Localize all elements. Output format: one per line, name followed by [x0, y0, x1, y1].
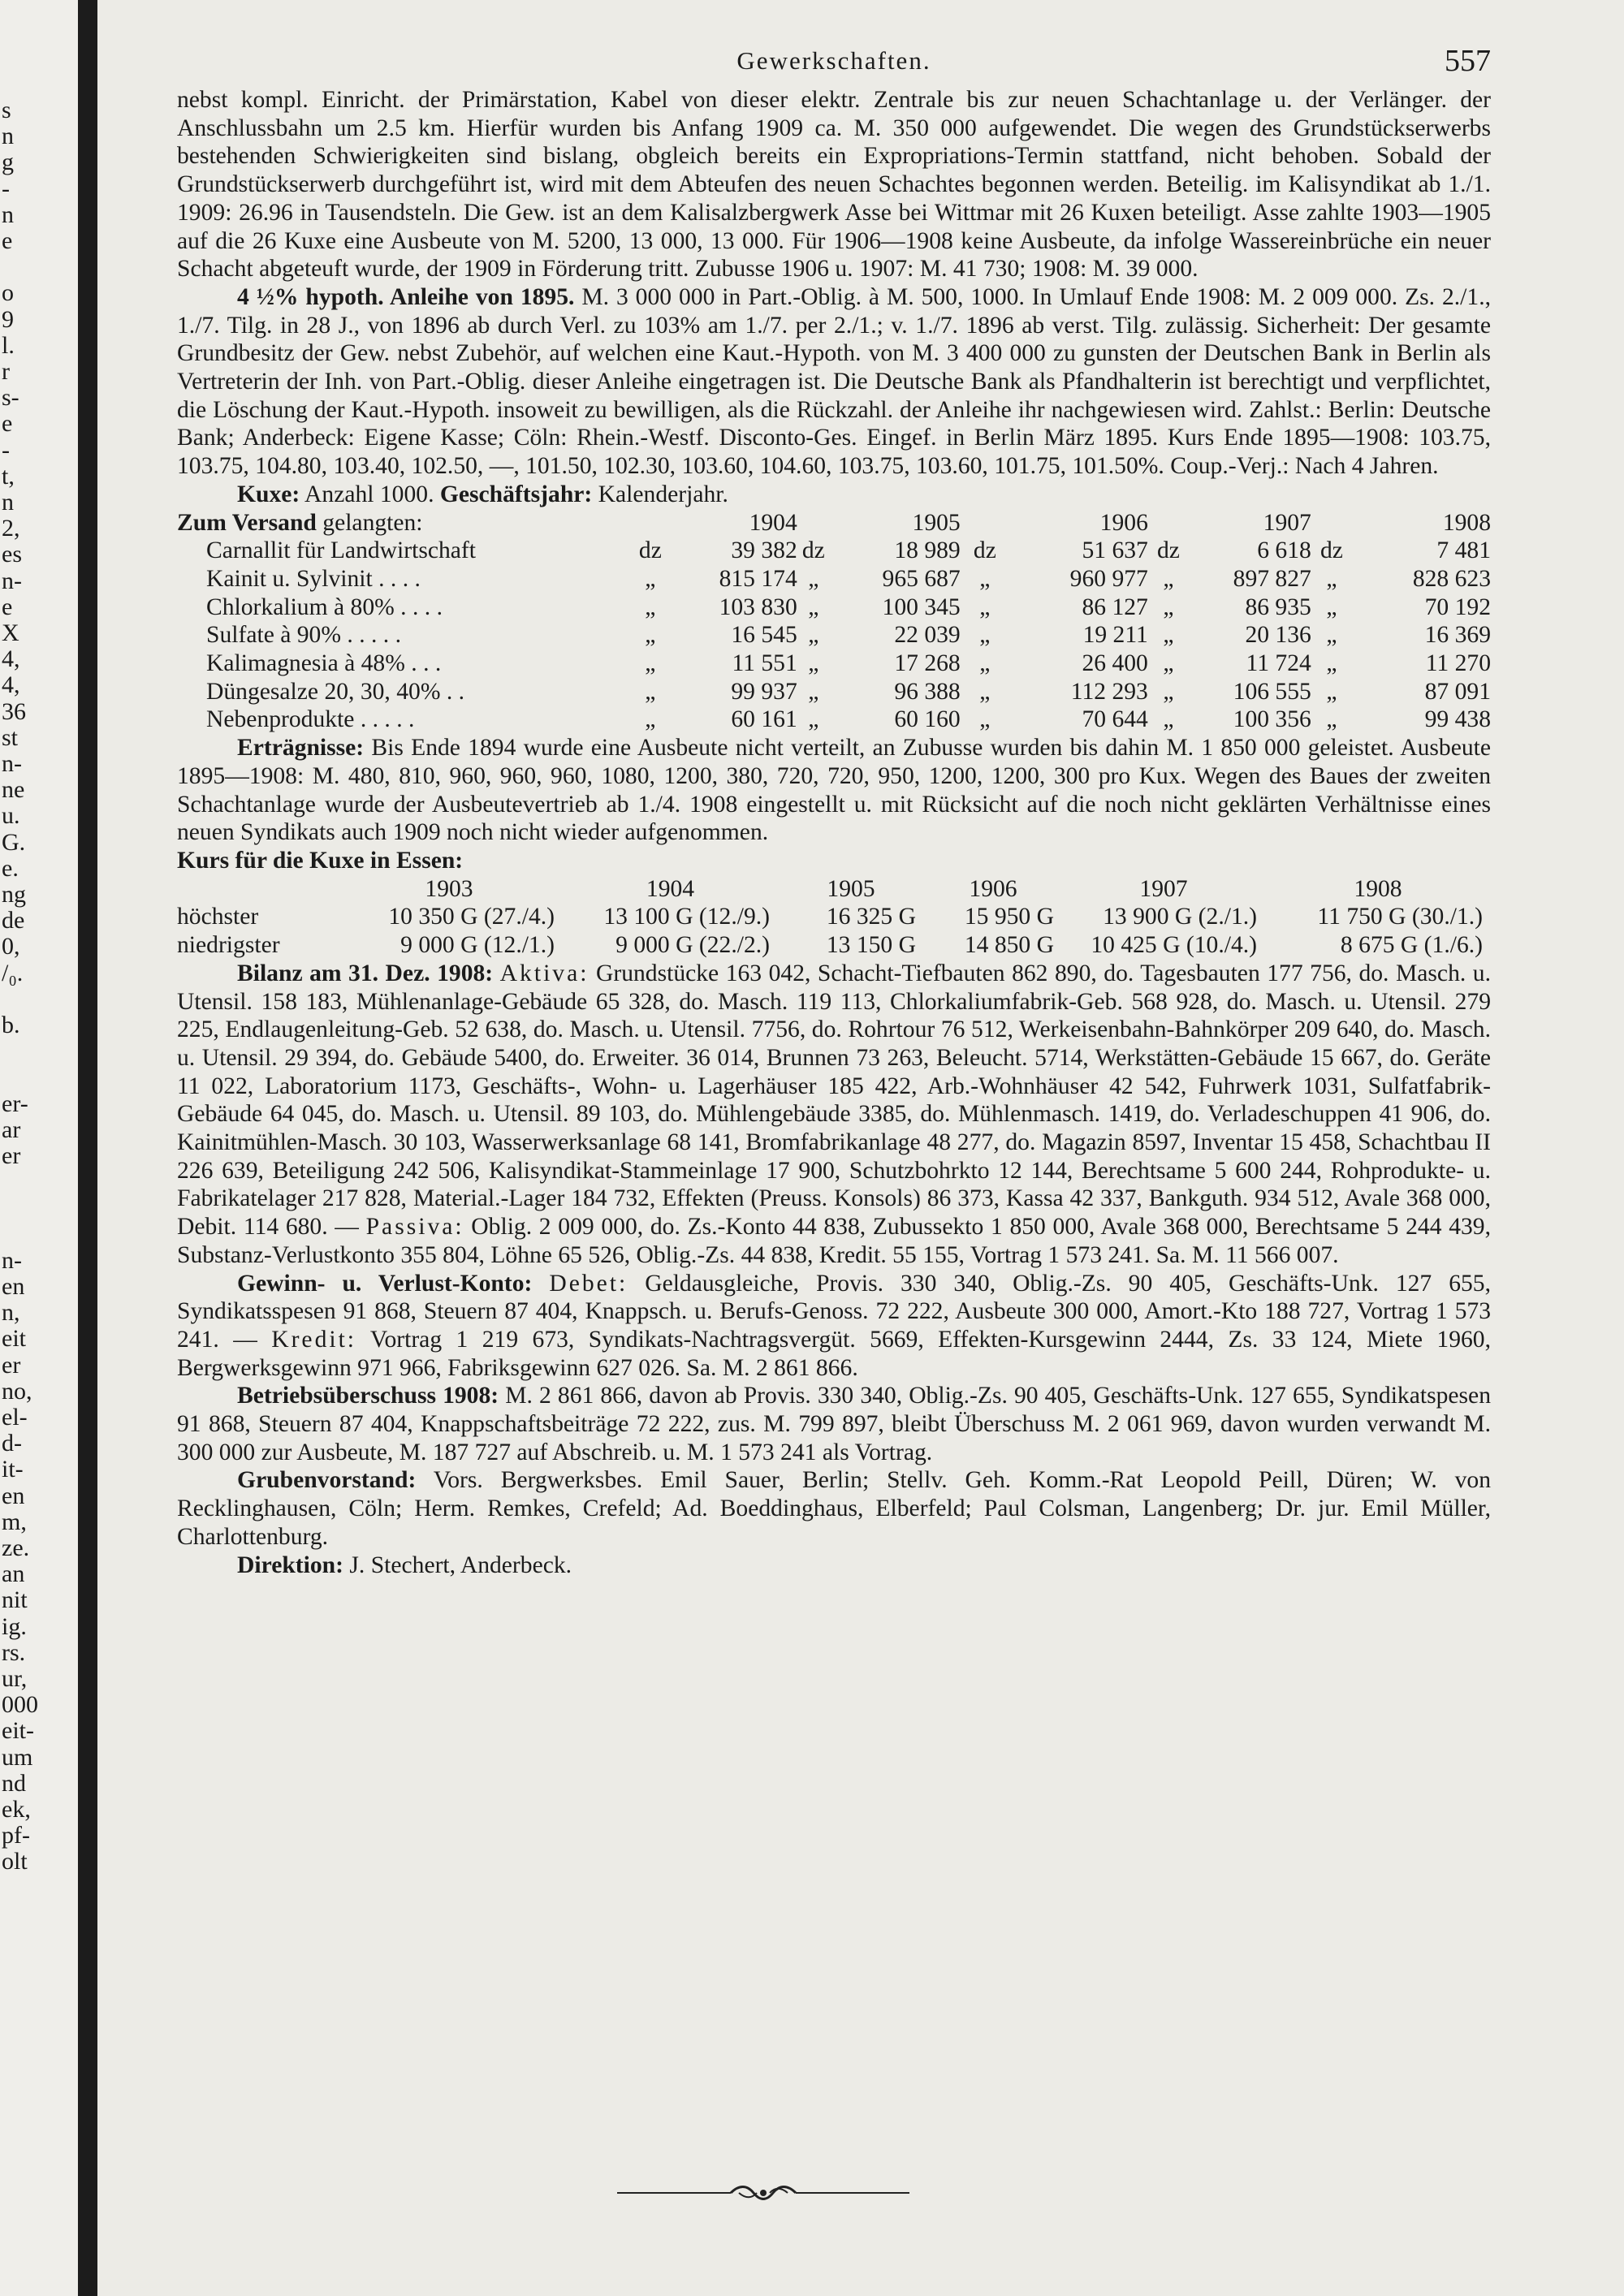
versand-label-suffix: gelangten: [316, 509, 423, 536]
margin-fragment: ek, [2, 1796, 31, 1823]
margin-fragment: er [2, 1142, 21, 1169]
unit-mark: „ [979, 593, 991, 620]
table-cell: 51 637 [1082, 537, 1148, 564]
margin-fragment: ne [2, 776, 25, 804]
grubenvorstand-text: Vors. Bergwerksbes. Emil Sauer, Berlin; Stellv. Geh. Komm.-Rat Leopold Peill, Düren; W. von Recklinghausen, Cöln; Herm. Remkes, Crefeld; Ad. Boeddinghaus, Elberfeld; Paul Colsman, Langenberg; Dr. jur. Emil Müller, Charlottenburg. [177, 1467, 1491, 1550]
passiva-text: Oblig. 2 009 000, do. Zs.-Konto 44 838, Zubussekto 1 850 000, Avale 368 000, Berechtsame 5 244 439, Substanz-Verlustkonto 355 804, Löhne 65 526, Oblig.-Zs. 44 838, Kredit. 55 155, Vortrag 1 573 241. Sa. M. 11 566 007. [177, 1214, 1491, 1268]
margin-fragment: ar [2, 1116, 21, 1143]
unit-mark: „ [1163, 678, 1174, 705]
margin-fragment: el- [2, 1404, 28, 1431]
margin-fragment: G. [2, 828, 26, 856]
margin-fragment: ur, [2, 1665, 28, 1692]
unit-mark: „ [1163, 593, 1174, 620]
kredit-text: Vortrag 1 219 673, Syndikats-Nachtragsvergüt. 5669, Effekten-Kursgewinn 2444, Zs. 33 124, Miete 1960, Bergwerksgewinn 971 966, Fabriksgewinn 627 026. Sa. M. 2 861 866. [177, 1326, 1491, 1381]
kredit-label: Kredit: [271, 1326, 357, 1353]
margin-fragment: /₀. [2, 959, 24, 986]
margin-fragment: g [2, 149, 14, 176]
table-cell: 828 623 [1412, 565, 1491, 592]
table-cell: 100 356 [1233, 706, 1311, 733]
geschaeftsjahr-text: Kalenderjahr. [592, 481, 728, 507]
margin-fragment: s- [2, 384, 19, 412]
table-cell: 86 127 [1082, 593, 1148, 620]
gewinn-paragraph [177, 1270, 1491, 1383]
margin-fragment: e [2, 227, 13, 254]
direktion-paragraph [177, 1552, 1491, 1580]
versand-row [177, 650, 1491, 678]
table-cell: 16 325 G [826, 904, 916, 930]
closing-ornament-icon [617, 2181, 909, 2205]
unit-mark: dz [973, 537, 996, 564]
table-cell: 99 438 [1424, 706, 1491, 733]
table-cell: 17 268 [894, 650, 961, 677]
table-cell: 13 100 G (12./9.) [603, 904, 770, 930]
product-name: Nebenprodukte . . . . . [206, 706, 415, 733]
margin-fragment: e [2, 593, 13, 620]
table-cell: 70 192 [1424, 593, 1491, 620]
unit-mark: „ [645, 706, 656, 733]
unit-mark: „ [808, 706, 819, 733]
passiva-label: Passiva: [365, 1214, 464, 1241]
unit-mark: „ [979, 650, 991, 677]
margin-fragment: 0, [2, 933, 20, 960]
unit-mark: dz [638, 537, 662, 564]
margin-fragment: d- [2, 1430, 22, 1457]
gewinn-label: Gewinn- u. Verlust-Konto: [237, 1270, 533, 1297]
margin-fragment: it- [2, 1456, 24, 1483]
margin-fragment: er- [2, 1090, 28, 1117]
betrieb-text: M. 2 861 866, davon ab Provis. 330 340, Oblig.-Zs. 90 405, Geschäfts-Unk. 127 655, Syndikatspesen 91 868, Steuern 87 404, Knappschaftsbeiträge 72 222, zus. M. 799 897, bleibt Überschuss M. 2 061 969, davon wurden verwandt M. 300 000 zur Ausbeute, M. 187 727 auf Abschreib. u. M. 1 573 241 als Vortrag. [177, 1383, 1491, 1465]
margin-fragment: nd [2, 1769, 26, 1797]
margin-fragment: - [2, 436, 10, 464]
table-cell: 60 161 [731, 706, 797, 733]
table-cell: 11 270 [1425, 650, 1491, 677]
table-cell: 9 000 G (22./2.) [615, 932, 770, 959]
table-cell: 15 950 G [964, 904, 1054, 930]
versand-header-row [177, 509, 1491, 537]
product-name: Kalimagnesia à 48% . . . [206, 650, 442, 677]
kuxe-label: Kuxe: [237, 481, 300, 507]
geschaeftsjahr-label: Geschäftsjahr: [439, 481, 593, 507]
unit-mark: „ [645, 565, 656, 592]
table-cell: 13 150 G [826, 932, 916, 959]
unit-mark: dz [801, 537, 825, 564]
kurs-row-label: niedrigster [177, 932, 280, 959]
unit-mark: „ [1326, 565, 1337, 592]
table-cell: 22 039 [894, 622, 961, 649]
product-name: Düngesalze 20, 30, 40% . . [206, 678, 465, 705]
margin-fragment: pf- [2, 1822, 30, 1849]
ertraegnisse-paragraph [177, 734, 1491, 847]
unit-mark: dz [1157, 537, 1180, 564]
debet-text: Geldausgleiche, Provis. 330 340, Oblig.-Zs. 90 405, Geschäfts-Unk. 127 655, Syndikatsspesen 91 868, Steuern 87 404, Knappsch. u. Berufs-Genoss. 72 222, Ausbeute 300 000, Amort.-Kto 188 727, Vortrag 1 573 241. — [177, 1270, 1491, 1353]
table-cell: 897 827 [1233, 565, 1311, 592]
kuxe-paragraph [177, 481, 1491, 509]
table-cell: 39 382 [731, 537, 797, 564]
margin-fragment: m, [2, 1508, 27, 1535]
table-cell: 60 160 [894, 706, 961, 733]
margin-fragment: n- [2, 750, 22, 777]
table-cell: 11 750 G (30./1.) [1317, 904, 1483, 930]
page-number: 557 [1445, 44, 1491, 78]
margin-fragment: rs. [2, 1638, 26, 1666]
margin-fragment: eit [2, 1325, 26, 1353]
margin-fragment: de [2, 907, 25, 934]
bilanz-label: Bilanz am 31. Dez. 1908: [237, 960, 494, 986]
unit-mark: „ [645, 622, 656, 649]
anleihe-heading: 4 ½% hypoth. Anleihe von 1895. [237, 283, 575, 310]
versand-row [177, 565, 1491, 593]
margin-fragment: X [2, 619, 19, 646]
margin-fragment: n, [2, 1299, 20, 1327]
aktiva-label: Aktiva: [499, 960, 590, 986]
versand-label-cell [177, 509, 634, 537]
kurs-year-header: 1906 [969, 875, 1017, 902]
table-cell: 106 555 [1233, 678, 1311, 705]
unit-mark: „ [1163, 622, 1174, 649]
unit-mark: „ [1326, 678, 1337, 705]
versand-year-header: 1908 [1442, 509, 1491, 536]
kurs-year-header: 1904 [646, 875, 695, 902]
unit-mark: „ [808, 622, 819, 649]
unit-mark: „ [1326, 593, 1337, 620]
table-cell: 70 644 [1082, 706, 1148, 733]
unit-mark: dz [1320, 537, 1343, 564]
intro-paragraph: nebst kompl. Einricht. der Primärstation, Kabel von dieser elektr. Zentrale bis zur neuen Schachtanlage u. der Verlänger. der Anschlussbahn um 2.5 km. Hierfür wurden bis Anfang 1909 ca. M. 350 000 aufgewendet. Die wegen des Grundstückserwerbs bestehenden Schwierigkeiten sind bislang, obgleich bereits ein Expropriations-Termin stattfand, nicht behoben. Sobald der Grundstückserwerb durchgeführt ist, wird mit dem Abteufen des neuen Schachtes begonnen werden. Beteilig. im Kalisyndikat ab 1./1. 1909: 26.96 in Tausendsteln. Die Gew. ist an dem Kalisalzbergwerk Asse bei Wittmar mit 26 Kuxen beteiligt. Asse zahlte 1903—1905 auf die 26 Kuxe eine Ausbeute von M. 5200, 13 000, 13 000. Für 1906—1908 keine Ausbeute, da infolge Wassereinbrüche ein neuer Schacht abgeteuft wurde, der 1909 in Förderung tritt. Zubusse 1906 u. 1907: M. 41 730; 1908: M. 39 000. [177, 87, 1491, 283]
product-name: Sulfate à 90% . . . . . [206, 622, 401, 649]
margin-fragment: n [2, 123, 14, 150]
table-cell: 20 136 [1245, 622, 1311, 649]
margin-fragment: e [2, 410, 13, 438]
table-cell: 86 935 [1245, 593, 1311, 620]
margin-fragment: l. [2, 331, 15, 359]
versand-row [177, 706, 1491, 734]
page-header [177, 44, 1491, 86]
ertraegnisse-label: Erträgnisse: [237, 735, 365, 762]
table-cell: 7 481 [1436, 537, 1491, 564]
table-cell: 99 937 [731, 678, 797, 705]
margin-fragment: n- [2, 567, 22, 594]
table-cell: 18 989 [894, 537, 961, 564]
kuxe-text: Anzahl 1000. [300, 481, 440, 507]
table-cell: 16 369 [1424, 622, 1491, 649]
page-content [177, 44, 1492, 1579]
kurs-table [177, 875, 1491, 960]
kurs-year-header: 1907 [1139, 875, 1188, 902]
margin-fragment: n- [2, 1246, 22, 1274]
margin-fragment: e. [2, 854, 19, 882]
anleihe-text: M. 3 000 000 in Part.-Oblig. à M. 500, 1000. In Umlauf Ende 1908: M. 2 009 000. Zs. 2./1., 1./7. Tilg. in 28 J., von 1896 ab durch Verl. zu 103% am 1./7. per 2./1.; v. 1./7. 1896 ab verst. Tilg. zulässig. Sicherheit: Der gesamte Grundbesitz der Gew. nebst Zubehör, auf welchen eine Kaut.-Hypoth. von M. 3 400 000 zu gunsten der Deutschen Bank in Berlin als Vertreterin der Inh. von Part.-Oblig. dieser Anleihe eingetragen ist. Die Deutsche Bank als Pfandhalterin ist berechtigt und verpflichtet, die Löschung der Kaut.-Hypoth. insoweit zu bewilligen, als die Rückzahl. der Anleihe ihr nachgewiesen wird. Zahlst.: Berlin: Deutsche Bank; Anderbeck: Eigene Kasse; Cöln: Rhein.-Westf. Disconto-Ges. Eingef. in Berlin März 1895. Kurs Ende 1895—1908: 103.75, 103.75, 104.80, 103.40, 102.50, —, 101.50, 102.30, 103.60, 104.60, 103.75, 103.60, 101.75, 101.50%. Coup.-Verj.: Nach 4 Jahren. [177, 283, 1492, 480]
margin-fragment: ze. [2, 1534, 30, 1561]
table-cell: 8 675 G (1./6.) [1340, 932, 1483, 959]
kurs-year-header: 1903 [425, 875, 473, 902]
margin-fragment: eit- [2, 1717, 34, 1745]
kurs-row [177, 903, 1491, 931]
margin-fragment: 4, [2, 671, 20, 699]
table-cell: 815 174 [719, 565, 797, 592]
margin-fragment: 9 [2, 305, 14, 333]
margin-fragment: r [2, 358, 10, 385]
margin-fragment: u. [2, 802, 20, 830]
table-cell: 960 977 [1069, 565, 1148, 592]
versand-row [177, 621, 1491, 650]
table-cell: 6 618 [1257, 537, 1311, 564]
kurs-year-header: 1905 [827, 875, 875, 902]
running-title: Gewerkschaften. [736, 46, 931, 75]
margin-fragment: t, [2, 462, 15, 490]
table-cell: 19 211 [1082, 622, 1148, 649]
table-cell: 112 293 [1070, 678, 1148, 705]
grubenvorstand-paragraph [177, 1466, 1491, 1551]
table-cell: 87 091 [1424, 678, 1491, 705]
table-cell: 10 350 G (27./4.) [388, 904, 555, 930]
product-name: Kainit u. Sylvinit . . . . [206, 565, 421, 592]
margin-fragment: ig. [2, 1612, 27, 1640]
table-cell: 100 345 [882, 593, 961, 620]
margin-fragment: ng [2, 881, 26, 908]
unit-mark: „ [645, 650, 656, 677]
versand-year-header: 1907 [1263, 509, 1311, 536]
unit-mark: „ [1326, 622, 1337, 649]
margin-fragment: 2, [2, 515, 20, 542]
margin-fragment: 36 [2, 697, 26, 725]
kurs-header-row [177, 875, 1491, 904]
direktion-text: J. Stechert, Anderbeck. [343, 1552, 572, 1578]
margin-fragment: er [2, 1351, 21, 1379]
kurs-year-header: 1908 [1354, 875, 1402, 902]
unit-mark: „ [979, 706, 991, 733]
margin-fragment: en [2, 1482, 25, 1509]
page-gutter [78, 0, 97, 2296]
unit-mark: „ [1326, 650, 1337, 677]
margin-fragment: - [2, 175, 10, 202]
ertraegnisse-text: Bis Ende 1894 wurde eine Ausbeute nicht verteilt, an Zubusse wurden bis dahin M. 1 850 000 geleistet. Ausbeute 1895—1908: M. 480, 810, 960, 960, 960, 1080, 1200, 380, 720, 720, 950, 1200, 1200, 300 pro Kux. Wegen des Baues der zweiten Schachtanlage wurde der Ausbeutevertrieb ab 1./4. 1908 eingestellt u. mit Rücksicht auf die noch nicht geklärten Verhältnisse eines neuen Syndikats auch 1909 noch nicht wieder aufgenommen. [177, 735, 1491, 846]
kurs-row [177, 931, 1491, 960]
margin-fragment: nit [2, 1586, 28, 1614]
table-cell: 965 687 [882, 565, 961, 592]
unit-mark: „ [808, 565, 819, 592]
unit-mark: „ [808, 650, 819, 677]
margin-fragment: no, [2, 1377, 32, 1405]
unit-mark: „ [645, 678, 656, 705]
unit-mark: „ [808, 593, 819, 620]
betrieb-label: Betriebsüberschuss 1908: [237, 1383, 499, 1409]
margin-fragment: n [2, 489, 14, 516]
margin-fragment: an [2, 1560, 25, 1588]
unit-mark: „ [979, 678, 991, 705]
margin-fragment: olt [2, 1848, 28, 1875]
margin-fragment: 4, [2, 645, 20, 673]
margin-fragment: en [2, 1273, 25, 1300]
versand-label: Zum Versand [177, 509, 317, 536]
unit-mark: „ [1326, 706, 1337, 733]
table-cell: 96 388 [894, 678, 961, 705]
aktiva-text: Grundstücke 163 042, Schacht-Tiefbauten 862 890, do. Tagesbauten 177 756, do. Masch. u. Utensil. 158 183, Mühlenanlage-Gebäude 65 328, do. Masch. 119 113, Chlorkaliumfabrik-Geb. 568 928, do. Masch. u. Utensil. 279 225, Endlaugenleitung-Geb. 52 638, do. Masch. u. Utensil. 7756, do. Rohrtour 76 512, Werkeisenbahn-Bahnkörper 209 640, do. Masch. u. Utensil. 29 394, do. Gebäude 5400, do. Erweiter. 36 014, Brunnen 73 263, Beleucht. 5714, Werkstätten-Gebäude 15 667, do. Geräte 11 022, Laboratorium 1173, Geschäfts-, Wohn- u. Lagerhäuser 185 422, Arb.-Wohnhäuser 42 542, Fuhrwerk 1031, Sulfatfabrik-Gebäude 64 045, do. Masch. u. Utensil. 89 103, do. Mühlengebäude 3385, do. Mühlenmasch. 1419, do. Verladeschuppen 41 906, do. Kainitmühlen-Masch. 30 103, Wasserwerksanlage 68 141, Bromfabrikanlage 48 277, do. Magazin 8597, Inventar 15 458, Schachtbau II 226 639, Beteiligung 242 506, Kalisyndikat-Stammeinlage 17 900, Schutzbohrkto 12 144, Berechtsame 5 600 244, Rohprodukte- u. Fabrikatelager 217 828, Material.-Lager 184 732, Effekten (Preuss. Konsols) 86 373, Kassa 42 337, Bankguth. 934 512, Avale 368 000, Debit. 114 680. — [177, 960, 1491, 1241]
versand-table [177, 509, 1491, 735]
unit-mark: „ [979, 565, 991, 592]
debet-label: Debet: [549, 1270, 628, 1297]
margin-fragment: o [2, 279, 14, 307]
unit-mark: „ [1163, 706, 1174, 733]
versand-year-header: 1906 [1099, 509, 1148, 536]
margin-fragment: 000 [2, 1691, 38, 1719]
direktion-label: Direktion: [237, 1552, 343, 1578]
unit-mark: „ [1163, 650, 1174, 677]
margin-fragment: st [2, 723, 19, 751]
table-cell: 10 425 G (10./4.) [1091, 932, 1257, 959]
margin-fragment: b. [2, 1012, 20, 1038]
margin-fragment: s [2, 97, 11, 123]
unit-mark: „ [1163, 565, 1174, 592]
bilanz-paragraph [177, 960, 1491, 1270]
table-cell: 9 000 G (12./1.) [400, 932, 555, 959]
unit-mark: „ [979, 622, 991, 649]
versand-row [177, 593, 1491, 622]
product-name: Carnallit für Landwirtschaft [206, 537, 476, 564]
previous-page-fragment [0, 0, 77, 2296]
margin-fragment: es [2, 541, 22, 568]
betrieb-paragraph [177, 1382, 1491, 1466]
table-cell: 26 400 [1082, 650, 1148, 677]
unit-mark: „ [808, 678, 819, 705]
table-cell: 103 830 [719, 593, 797, 620]
versand-row [177, 678, 1491, 706]
product-name: Chlorkalium à 80% . . . . [206, 593, 443, 620]
kurs-row-label: höchster [177, 904, 259, 930]
versand-year-header: 1905 [912, 509, 961, 536]
margin-fragment: um [2, 1743, 33, 1771]
kurs-heading: Kurs für die Kuxe in Essen: [177, 847, 464, 874]
unit-mark: „ [645, 593, 656, 620]
table-cell: 13 900 G (2./1.) [1103, 904, 1257, 930]
versand-row [177, 537, 1491, 565]
grubenvorstand-label: Grubenvorstand: [237, 1467, 417, 1494]
margin-fragment: n [2, 201, 14, 228]
table-cell: 14 850 G [964, 932, 1054, 959]
table-cell: 11 724 [1246, 650, 1311, 677]
versand-year-header: 1904 [749, 509, 797, 536]
anleihe-paragraph [177, 283, 1491, 481]
table-cell: 16 545 [731, 622, 797, 649]
table-cell: 11 551 [732, 650, 797, 677]
